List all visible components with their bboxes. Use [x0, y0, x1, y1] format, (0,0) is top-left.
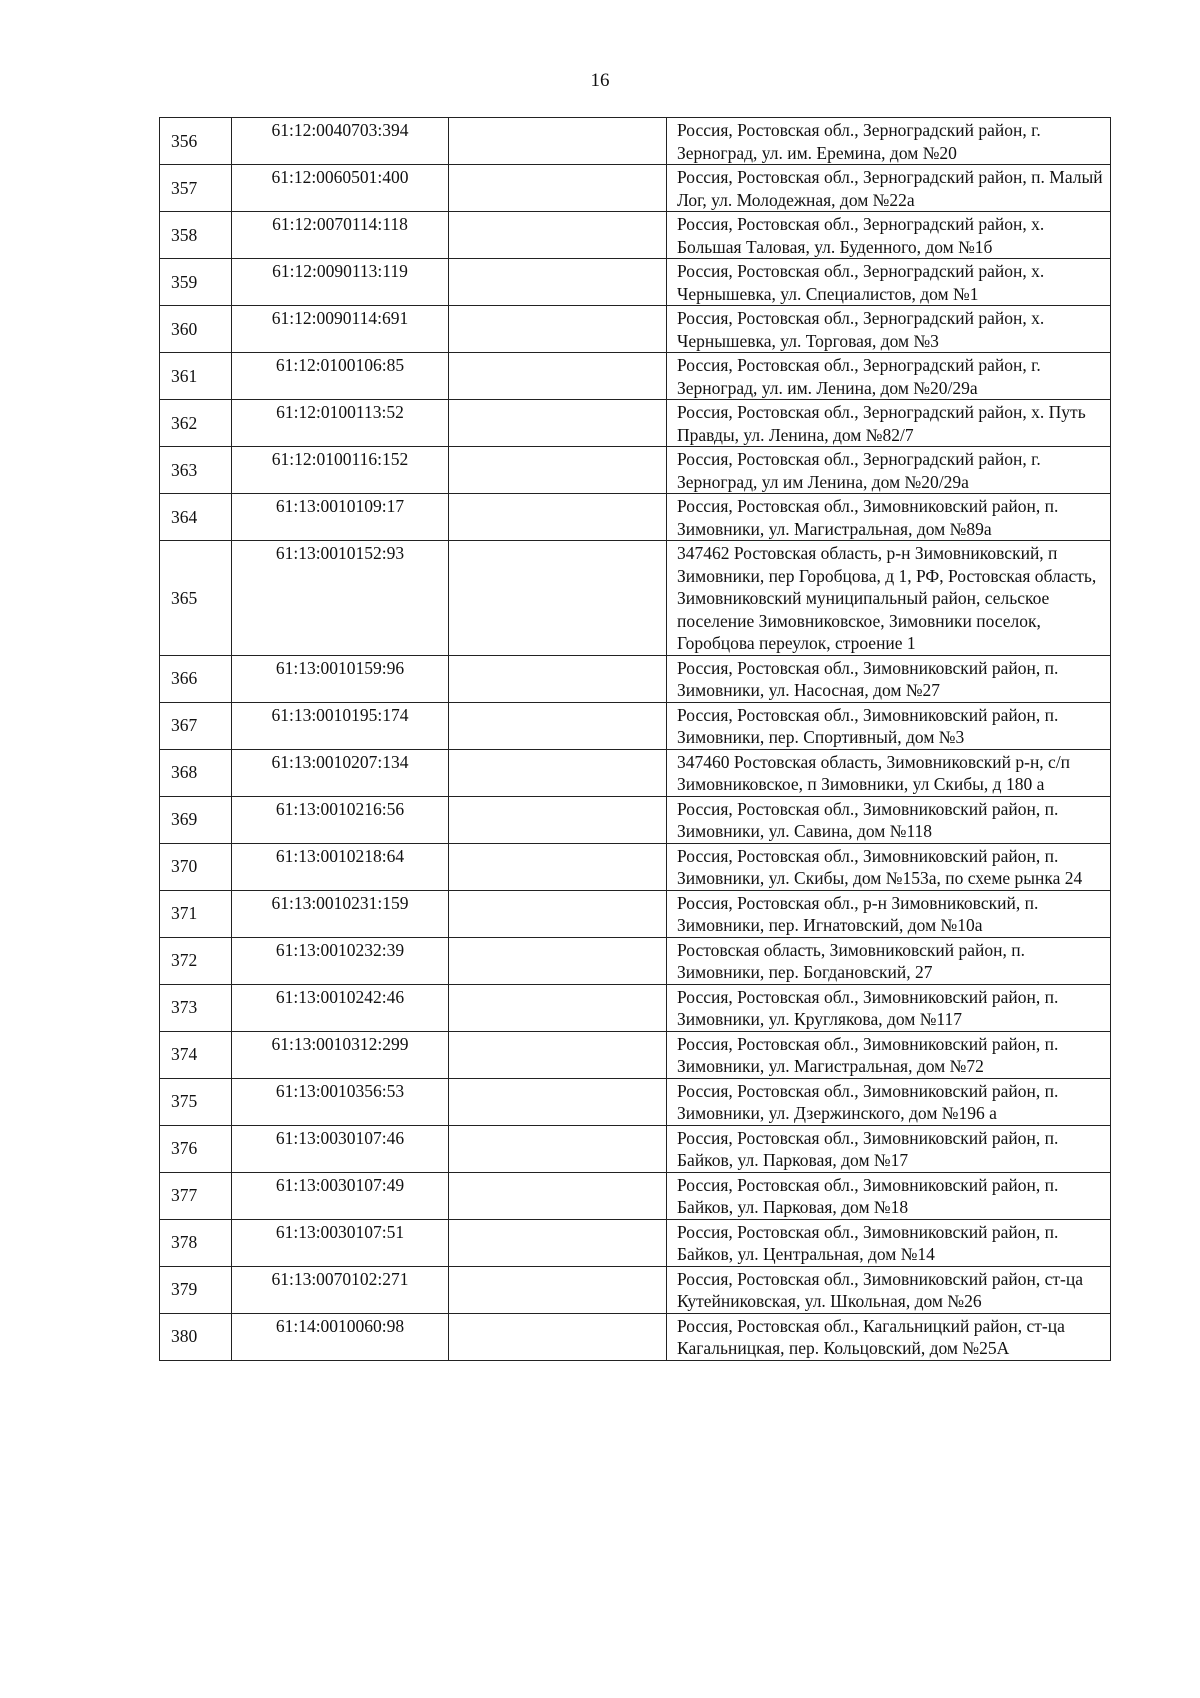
- row-number: 361: [160, 353, 232, 400]
- row-number: 362: [160, 400, 232, 447]
- cadastral-number: 61:13:0010231:159: [232, 890, 449, 937]
- row-number: 370: [160, 843, 232, 890]
- cadastral-number: 61:13:0010207:134: [232, 749, 449, 796]
- page-number: 16: [590, 70, 610, 91]
- row-number: 375: [160, 1078, 232, 1125]
- address: Россия, Ростовская обл., р-н Зимовниковский, п. Зимовники, пер. Игнатовский, дом №10а: [667, 890, 1111, 937]
- empty-cell: [449, 353, 667, 400]
- table-row: [160, 937, 1111, 984]
- row-number: 378: [160, 1219, 232, 1266]
- empty-cell: [449, 843, 667, 890]
- cadastral-number: 61:12:0060501:400: [232, 165, 449, 212]
- row-number: 380: [160, 1313, 232, 1360]
- row-number: 379: [160, 1266, 232, 1313]
- cadastral-number: 61:13:0030107:46: [232, 1125, 449, 1172]
- table-row: [160, 306, 1111, 353]
- row-number: 363: [160, 447, 232, 494]
- address: Россия, Ростовская обл., Кагальницкий район, ст-ца Кагальницкая, пер. Кольцовский, дом №25А: [667, 1313, 1111, 1360]
- row-number: 366: [160, 655, 232, 702]
- registry-table: [159, 117, 1111, 1361]
- address: Россия, Ростовская обл., Зимовниковский район, п. Зимовники, ул. Насосная, дом №27: [667, 655, 1111, 702]
- cadastral-number: 61:13:0010195:174: [232, 702, 449, 749]
- cadastral-number: 61:12:0100106:85: [232, 353, 449, 400]
- row-number: 377: [160, 1172, 232, 1219]
- cadastral-number: 61:13:0030107:49: [232, 1172, 449, 1219]
- row-number: 367: [160, 702, 232, 749]
- table-row: [160, 1219, 1111, 1266]
- address: Россия, Ростовская обл., Зерноградский район, г. Зерноград, ул им Ленина, дом №20/29а: [667, 447, 1111, 494]
- row-number: 369: [160, 796, 232, 843]
- table-row: [160, 1031, 1111, 1078]
- address: Россия, Ростовская обл., Зимовниковский район, п. Зимовники, ул. Скибы, дом №153а, по схеме рынка 24: [667, 843, 1111, 890]
- address: Россия, Ростовская обл., Зимовниковский район, п. Байков, ул. Центральная, дом №14: [667, 1219, 1111, 1266]
- cadastral-number: 61:13:0010216:56: [232, 796, 449, 843]
- empty-cell: [449, 259, 667, 306]
- table-row: [160, 1125, 1111, 1172]
- address: Россия, Ростовская обл., Зимовниковский район, п. Байков, ул. Парковая, дом №17: [667, 1125, 1111, 1172]
- cadastral-number: 61:13:0010109:17: [232, 494, 449, 541]
- address: Россия, Ростовская обл., Зерноградский район, г. Зерноград, ул. им. Еремина, дом №20: [667, 118, 1111, 165]
- empty-cell: [449, 165, 667, 212]
- empty-cell: [449, 1219, 667, 1266]
- table-row: [160, 1266, 1111, 1313]
- address: Россия, Ростовская обл., Зимовниковский район, п. Зимовники, ул. Магистральная, дом №89а: [667, 494, 1111, 541]
- row-number: 356: [160, 118, 232, 165]
- table-row: [160, 890, 1111, 937]
- cadastral-number: 61:14:0010060:98: [232, 1313, 449, 1360]
- row-number: 364: [160, 494, 232, 541]
- table-row: [160, 702, 1111, 749]
- table-row: [160, 400, 1111, 447]
- address: Россия, Ростовская обл., Зимовниковский район, п. Зимовники, ул. Савина, дом №118: [667, 796, 1111, 843]
- address: Россия, Ростовская обл., Зимовниковский район, ст-ца Кутейниковская, ул. Школьная, дом №26: [667, 1266, 1111, 1313]
- empty-cell: [449, 118, 667, 165]
- address: Россия, Ростовская обл., Зерноградский район, г. Зерноград, ул. им. Ленина, дом №20/29а: [667, 353, 1111, 400]
- table-row: [160, 749, 1111, 796]
- cadastral-number: 61:12:0100113:52: [232, 400, 449, 447]
- address: Россия, Ростовская обл., Зерноградский район, х. Путь Правды, ул. Ленина, дом №82/7: [667, 400, 1111, 447]
- address: Россия, Ростовская обл., Зерноградский район, п. Малый Лог, ул. Молодежная, дом №22а: [667, 165, 1111, 212]
- cadastral-number: 61:13:0010218:64: [232, 843, 449, 890]
- cadastral-number: 61:12:0090114:691: [232, 306, 449, 353]
- address: Россия, Ростовская обл., Зерноградский район, х. Большая Таловая, ул. Буденного, дом №1б: [667, 212, 1111, 259]
- address: Россия, Ростовская обл., Зимовниковский район, п. Байков, ул. Парковая, дом №18: [667, 1172, 1111, 1219]
- empty-cell: [449, 796, 667, 843]
- address: Россия, Ростовская обл., Зимовниковский район, п. Зимовники, пер. Спортивный, дом №3: [667, 702, 1111, 749]
- table-row: [160, 655, 1111, 702]
- row-number: 372: [160, 937, 232, 984]
- row-number: 371: [160, 890, 232, 937]
- empty-cell: [449, 541, 667, 656]
- table-row: [160, 353, 1111, 400]
- empty-cell: [449, 494, 667, 541]
- cadastral-number: 61:12:0100116:152: [232, 447, 449, 494]
- row-number: 368: [160, 749, 232, 796]
- cadastral-number: 61:13:0010242:46: [232, 984, 449, 1031]
- empty-cell: [449, 937, 667, 984]
- table-row: [160, 1313, 1111, 1360]
- empty-cell: [449, 447, 667, 494]
- empty-cell: [449, 890, 667, 937]
- table-row: [160, 796, 1111, 843]
- table-row: [160, 541, 1111, 656]
- empty-cell: [449, 1031, 667, 1078]
- empty-cell: [449, 1266, 667, 1313]
- table-row: [160, 118, 1111, 165]
- cadastral-number: 61:13:0010232:39: [232, 937, 449, 984]
- empty-cell: [449, 1125, 667, 1172]
- cadastral-number: 61:13:0010152:93: [232, 541, 449, 656]
- empty-cell: [449, 655, 667, 702]
- cadastral-number: 61:12:0090113:119: [232, 259, 449, 306]
- address: Ростовская область, Зимовниковский район, п. Зимовники, пер. Богдановский, 27: [667, 937, 1111, 984]
- row-number: 359: [160, 259, 232, 306]
- cadastral-number: 61:13:0010356:53: [232, 1078, 449, 1125]
- empty-cell: [449, 702, 667, 749]
- empty-cell: [449, 749, 667, 796]
- cadastral-number: 61:12:0070114:118: [232, 212, 449, 259]
- address: Россия, Ростовская обл., Зимовниковский район, п. Зимовники, ул. Круглякова, дом №117: [667, 984, 1111, 1031]
- address: Россия, Ростовская обл., Зимовниковский район, п. Зимовники, ул. Магистральная, дом №72: [667, 1031, 1111, 1078]
- address: Россия, Ростовская обл., Зимовниковский район, п. Зимовники, ул. Дзержинского, дом №196 а: [667, 1078, 1111, 1125]
- table-row: [160, 447, 1111, 494]
- cadastral-number: 61:12:0040703:394: [232, 118, 449, 165]
- empty-cell: [449, 400, 667, 447]
- cadastral-number: 61:13:0010312:299: [232, 1031, 449, 1078]
- row-number: 357: [160, 165, 232, 212]
- row-number: 365: [160, 541, 232, 656]
- table-row: [160, 259, 1111, 306]
- row-number: 360: [160, 306, 232, 353]
- row-number: 373: [160, 984, 232, 1031]
- empty-cell: [449, 1078, 667, 1125]
- cadastral-number: 61:13:0010159:96: [232, 655, 449, 702]
- row-number: 374: [160, 1031, 232, 1078]
- table-row: [160, 984, 1111, 1031]
- address: 347462 Ростовская область, р-н Зимовниковский, п Зимовники, пер Горобцова, д 1, РФ, Ростовская область, Зимовниковский муниципальный район, сельское поселение Зимовниковское, Зимовники поселок, Горобцова переулок, строение 1: [667, 541, 1111, 656]
- address: Россия, Ростовская обл., Зерноградский район, х. Чернышевка, ул. Специалистов, дом №1: [667, 259, 1111, 306]
- address: 347460 Ростовская область, Зимовниковский р-н, с/п Зимовниковское, п Зимовники, ул Скибы, д 180 а: [667, 749, 1111, 796]
- cadastral-number: 61:13:0030107:51: [232, 1219, 449, 1266]
- empty-cell: [449, 212, 667, 259]
- row-number: 376: [160, 1125, 232, 1172]
- row-number: 358: [160, 212, 232, 259]
- empty-cell: [449, 1313, 667, 1360]
- cadastral-number: 61:13:0070102:271: [232, 1266, 449, 1313]
- table-row: [160, 165, 1111, 212]
- table-row: [160, 843, 1111, 890]
- empty-cell: [449, 1172, 667, 1219]
- empty-cell: [449, 984, 667, 1031]
- empty-cell: [449, 306, 667, 353]
- address: Россия, Ростовская обл., Зерноградский район, х. Чернышевка, ул. Торговая, дом №3: [667, 306, 1111, 353]
- table-row: [160, 1172, 1111, 1219]
- table-row: [160, 212, 1111, 259]
- registry-table-body: [160, 118, 1111, 1361]
- table-row: [160, 494, 1111, 541]
- table-row: [160, 1078, 1111, 1125]
